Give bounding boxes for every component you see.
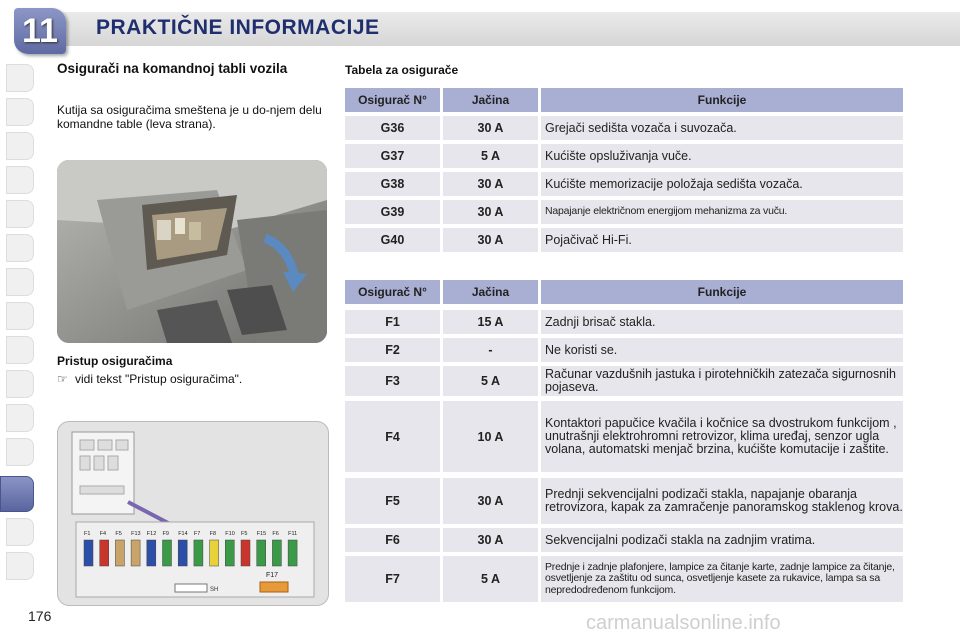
diagram-fuse-label: F10 [225,531,235,537]
fuse-rating: 30 A [443,200,538,224]
section-heading: Osigurači na komandnoj tabli vozila [57,61,288,76]
chapter-tab[interactable] [6,166,34,194]
fuse-rating: 15 A [443,310,538,334]
header-rating: Jačina [443,280,538,304]
chapter-tab[interactable] [6,132,34,160]
fuse-rating: 5 A [443,144,538,168]
fuse-number: F6 [345,528,440,552]
header-functions: Funkcije [541,280,903,304]
header-functions: Funkcije [541,88,903,112]
fuse-function: Kontaktori papučice kvačila i kočnice sa dvostrukom funkcijom , unutrašnji elektrohromni retrovizor, klima uređaj, senzor ugla volana, automatski menjač brzina, kućište komutacije i zaštite. [541,401,903,472]
page-number: 176 [28,608,52,624]
chapter-tab[interactable] [6,234,34,262]
diagram-fuse [241,540,250,566]
fuse-function: Računar vazdušnih jastuka i pirotehničkih zatezača sigurnosnih pojaseva. [541,366,903,396]
access-note [57,372,242,386]
diagram-fuse [163,540,172,566]
table-row [345,366,903,396]
table-row [345,144,903,168]
table2-header-row [345,280,903,304]
diagram-fuse [194,540,203,566]
chapter-tab[interactable] [6,268,34,296]
fuse-number: F4 [345,401,440,472]
fuse-rating: 5 A [443,556,538,602]
diagram-fuse [178,540,187,566]
fuse-rating: 30 A [443,478,538,524]
chapter-tab[interactable] [6,336,34,364]
table-row [345,200,903,224]
table-row [345,172,903,196]
diagram-fuse-label: F5 [241,531,248,537]
fuse-function: Pojačivač Hi-Fi. [541,228,903,252]
table-row [345,228,903,252]
fuse-rating: 30 A [443,228,538,252]
diagram-fuse [288,540,297,566]
fuse-rating: 30 A [443,172,538,196]
chapter-tab[interactable] [6,64,34,92]
chapter-badge [14,8,66,54]
diagram-fuse-label: F14 [178,531,188,537]
fuse-function: Napajanje električnom energijom mehanizma za vuču. [541,200,903,224]
fuse-function: Kućište opsluživanja vuče. [541,144,903,168]
chapter-tab-active[interactable] [0,476,34,512]
table-row [345,116,903,140]
fuse-rating: 10 A [443,401,538,472]
fuse-number: F1 [345,310,440,334]
fuse-number: G37 [345,144,440,168]
table-row [345,556,903,602]
diagram-fuse [257,540,266,566]
header-fuse: Osigurač N° [345,88,440,112]
diagram-fuse-label: F8 [209,531,217,537]
fuse-rating: 30 A [443,528,538,552]
header-fuse: Osigurač N° [345,280,440,304]
diagram-fuse-label: F12 [146,531,157,537]
table-row [345,478,903,524]
chapter-tab[interactable] [6,302,34,330]
fuse-rating: - [443,338,538,362]
table-row [345,528,903,552]
diagram-fuse-label: F13 [131,531,141,537]
fuse-function: Grejači sedišta vozača i suvozača. [541,116,903,140]
diagram-fuse-label: F11 [288,531,298,537]
chapter-tab[interactable] [6,518,34,546]
header-rating: Jačina [443,88,538,112]
fuse-number: G39 [345,200,440,224]
diagram-fuse [272,540,281,566]
fuse-number: F3 [345,366,440,396]
chapter-tab[interactable] [6,98,34,126]
fuse-rating: 30 A [443,116,538,140]
fuse-function: Prednje i zadnje plafonjere, lampice za čitanje karte, zadnje lampice za čitanje, osvetljenje za zaštitu od sunca, osvetljenje kasete za rukavice, lampa sa sa nepredodređenom funkcijom. [541,556,903,602]
access-text[interactable]: vidi tekst "Pristup osiguračima". [75,372,243,386]
chapter-tabs [0,56,36,576]
diagram-fuse-label: F4 [99,531,107,537]
table-row [345,338,903,362]
table-caption: Tabela za osigurače [345,63,459,77]
chapter-tab[interactable] [6,438,34,466]
fuse-number: F2 [345,338,440,362]
fuse-function: Ne koristi se. [541,338,903,362]
table-row [345,310,903,334]
chapter-number: 11 [22,12,58,50]
diagram-fuse [115,540,124,566]
diagram-fuse-label: F9 [162,531,169,537]
diagram-fuse-label: F7 [193,531,201,537]
fuse-function: Kućište memorizacije položaja sedišta vozača. [541,172,903,196]
diagram-fuse [225,540,234,566]
diagram-fuse [100,540,109,566]
fuse-number: G36 [345,116,440,140]
diagram-fuse [84,540,93,566]
fuse-number: G40 [345,228,440,252]
fuse-number: G38 [345,172,440,196]
section-intro: Kutija sa osiguračima smeštena je u do-njem delu komandne table (leva strana). [57,103,322,131]
chapter-tab[interactable] [6,200,34,228]
watermark: carmanualsonline.info [586,612,781,634]
page-title: PRAKTIČNE INFORMACIJE [96,16,380,39]
fuse-function: Prednji sekvencijalni podizači stakla, napajanje obaranja retrovizora, kapak za zamračenje panoramskog staklenog krova. [541,478,903,524]
fuse-number: F5 [345,478,440,524]
table1-header-row [345,88,903,112]
fuse-function: Sekvencijalni podizači stakla na zadnjim vratima. [541,528,903,552]
diagram-fuse-label: F1 [84,531,91,537]
chapter-tab[interactable] [6,404,34,432]
diagram-fuse-label: F5 [115,531,122,537]
fuse-number: F7 [345,556,440,602]
access-heading: Pristup osiguračima [57,354,173,368]
chapter-tab[interactable] [6,552,34,580]
diagram-fuse [131,540,140,566]
pointing-hand-icon: ☞ [57,372,68,386]
diagram-fuse-label: F6 [272,531,279,537]
diagram-small-label: SH [210,587,219,593]
fuse-function: Zadnji brisač stakla. [541,310,903,334]
chapter-tab[interactable] [6,370,34,398]
table-row [345,401,903,472]
fuse-layout-diagram [57,421,329,606]
diagram-fuse-label: F15 [256,531,267,537]
diagram-fuse [210,540,219,566]
fusebox-location-photo [57,160,327,343]
diagram-f17-label: F17 [266,572,279,579]
fuse-rating: 5 A [443,366,538,396]
diagram-fuse [147,540,156,566]
